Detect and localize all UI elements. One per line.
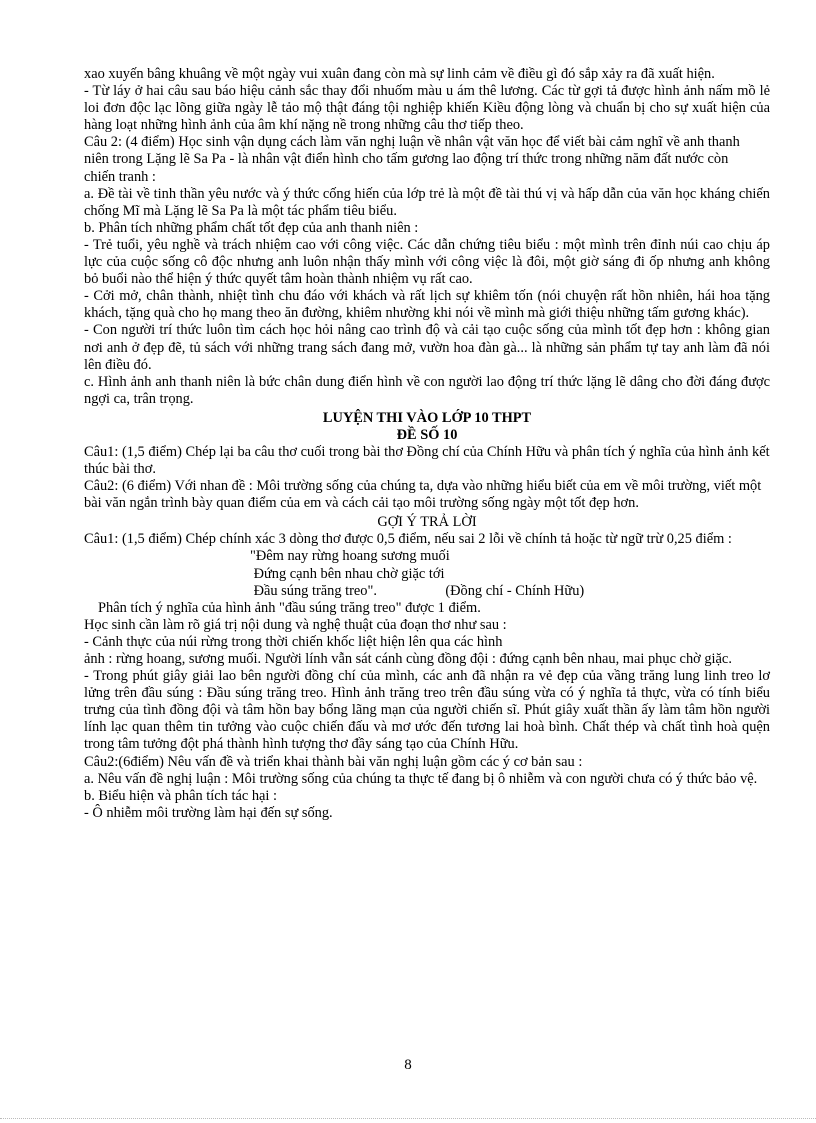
paragraph-cau2-answer: Câu2:(6điểm) Nêu vấn đề và triển khai thành bài văn nghị luận gồm các ý cơ bản sau : [84,753,583,770]
poem-line: Đứng cạnh bên nhau chờ giặc tới [250,565,445,582]
answer-1-intro: Câu1: (1,5 điểm) Chép chính xác 3 dòng thơ được 0,5 điểm, nếu sai 2 lỗi về chính tả hoặc từ ngữ trừ 0,25 điểm : [84,531,732,548]
paragraph-cau-2: Câu 2: (4 điểm) Học sinh vận dụng cách làm văn nghị luận về nhân vật văn học để viết bài cảm nghĩ về anh thanh niên trong Lặng lẽ Sa Pa - là nhân vật điển hình cho tấm gương lao động trí thức trong những năm đất nước còn [84,134,740,168]
paragraph-anh-rung-hoang: ảnh : rừng hoang, sương muối. Người lính vẫn sát cánh cùng đồng đội : đứng cạnh bên nhau, mai phục chờ giặc. [84,651,732,667]
paragraph-intro-continuation: xao xuyến bâng khuâng về một ngày vui xuân đang còn mà sự linh cảm về điều gì đó sắp xảy ra đã xuất hiện. [84,66,715,82]
paragraph-hoc-sinh: Học sinh cần làm rõ giá trị nội dung và nghệ thuật của đoạn thơ như sau : [84,616,507,633]
paragraph-answer-a: a. Nêu vấn đề nghị luận : Môi trường sống của chúng ta thực tế đang bị ô nhiễm và con người chưa có ý thức bảo vệ. [84,770,758,787]
question-1: Câu1: (1,5 điểm) Chép lại ba câu thơ cuối trong bài thơ Đồng chí của Chính Hữu và phân tích ý nghĩa của hình ảnh kết thúc bài thơ. [84,443,770,477]
poem-block [84,548,770,599]
paragraph-phan-tich: Phân tích ý nghĩa của hình ảnh "đầu súng trăng treo" được 1 điểm. [98,599,481,616]
paragraph-item-c: c. Hình ảnh anh thanh niên là bức chân dung điển hình về con người lao động trí thức lặng lẽ dâng cho đời đáng được ngợi ca, trân trọng. [84,373,770,407]
heading-de-so: ĐỀ SỐ 10 [396,426,458,443]
paragraph-coi-mo: - Cởi mở, chân thành, nhiệt tình chu đáo với khách và rất lịch sự khiêm tốn (nói chuyện rất hồn nhiên, hái hoa tặng khách, tặng quà cho họ mang theo ăn đường, khiêm nhường khi nói về mình mà giới thiệu những tấm gương khác). [84,288,770,322]
paragraph-chien-tranh: chiến tranh : [84,168,156,185]
poem-line: Đầu súng trăng treo". (Đồng chí - Chính Hữu) [250,582,585,599]
paragraph-o-nhiem: - Ô nhiễm môi trường làm hại đến sự sống. [84,804,333,821]
heading-luyen-thi: LUYỆN THI VÀO LỚP 10 THPT [322,409,532,426]
paragraph-con-nguoi-tri-thuc: - Con người trí thức luôn tìm cách học hỏi nâng cao trình độ và cải tạo cuộc sống của mình tốt đẹp hơn : không gian nơi anh ở đẹp đẽ, tủ sách với những trang sách đang mở, vườn hoa đàn gà... là những sản phẩm tự tay anh làm đã nói lên điều đó. [84,322,770,373]
paragraph-item-b: b. Phân tích những phẩm chất tốt đẹp của anh thanh niên : [84,219,419,236]
paragraph-item-a: a. Đề tài về tinh thần yêu nước và ý thức cống hiến của lớp trẻ là một đề tài thú vị và hấp dẫn của văn học kháng chiến chống Mĩ mà Lặng lẽ Sa Pa là một tác phẩm tiêu biểu. [84,185,770,219]
paragraph-tre-tuoi: - Trẻ tuổi, yêu nghề và trách nhiệm cao với công việc. Các dẫn chứng tiêu biểu : một mình trên đỉnh núi cao chịu áp lực của cuộc sống cô độc nhưng anh luôn nhận thấy mình với công việc là đôi, một giờ sáng đi ốp nhưng anh không bỏ buổi nào thể hiện ý thức quyết tâm hoàn thành nhiệm vụ rất cao. [84,236,770,288]
question-2: Câu2: (6 điểm) Với nhan đề : Môi trường sống của chúng ta, dựa vào những hiểu biết của em về môi trường, viết một bài văn ngắn trình bày quan điểm của em và cách cải tạo môi trường sống ngày một tốt đẹp hơn. [84,478,762,512]
page-number: 8 [404,1057,412,1073]
document-page [84,66,770,822]
paragraph-phut-giay: - Trong phút giây giải lao bên người đồng chí của mình, các anh đã nhận ra vẻ đẹp của vầng trăng lung linh treo lơ lửng trên đầu súng : Đầu súng trăng treo. Hình ảnh trăng treo trên đầu súng vừa có ý nghĩa tả thực, vừa có tính biểu trưng của tình đồng đội và tâm hồn bay bổng lãng mạn của người chiến sĩ. Phút giây xuất thần ấy làm tâm hồn người lính lạc quan thêm tin tưởng vào cuộc chiến đấu và mơ ước đến tương lai hoà bình. Chất thép và chất tình hoà quện trong tâm tưởng đột phá thành hình tượng thơ đầy sáng tạo của Chính Hữu. [84,668,770,753]
paragraph-canh-thuc: - Cảnh thực của núi rừng trong thời chiến khốc liệt hiện lên qua các hình [84,633,503,650]
paragraph-tu-lay: - Từ láy ở hai câu sau báo hiệu cảnh sắc thay đổi nhuốm màu u ám thê lương. Các từ gợi tả được hình ảnh nấm mồ lẻ loi đơn độc lạc lõng giữa ngày lễ tảo mộ thật đáng tội nghiệp khiến Kiều động lòng và chuẩn bị cho sự xuất hiện của hàng loạt những hình ảnh của âm khí nặng nề trong những câu thơ tiếp theo. [84,83,770,134]
answer-heading: GỢI Ý TRẢ LỜI [377,514,477,531]
footer-divider [0,1118,816,1120]
paragraph-answer-b: b. Biểu hiện và phân tích tác hại : [84,787,278,804]
poem-line: "Đêm nay rừng hoang sương muối [250,548,450,565]
